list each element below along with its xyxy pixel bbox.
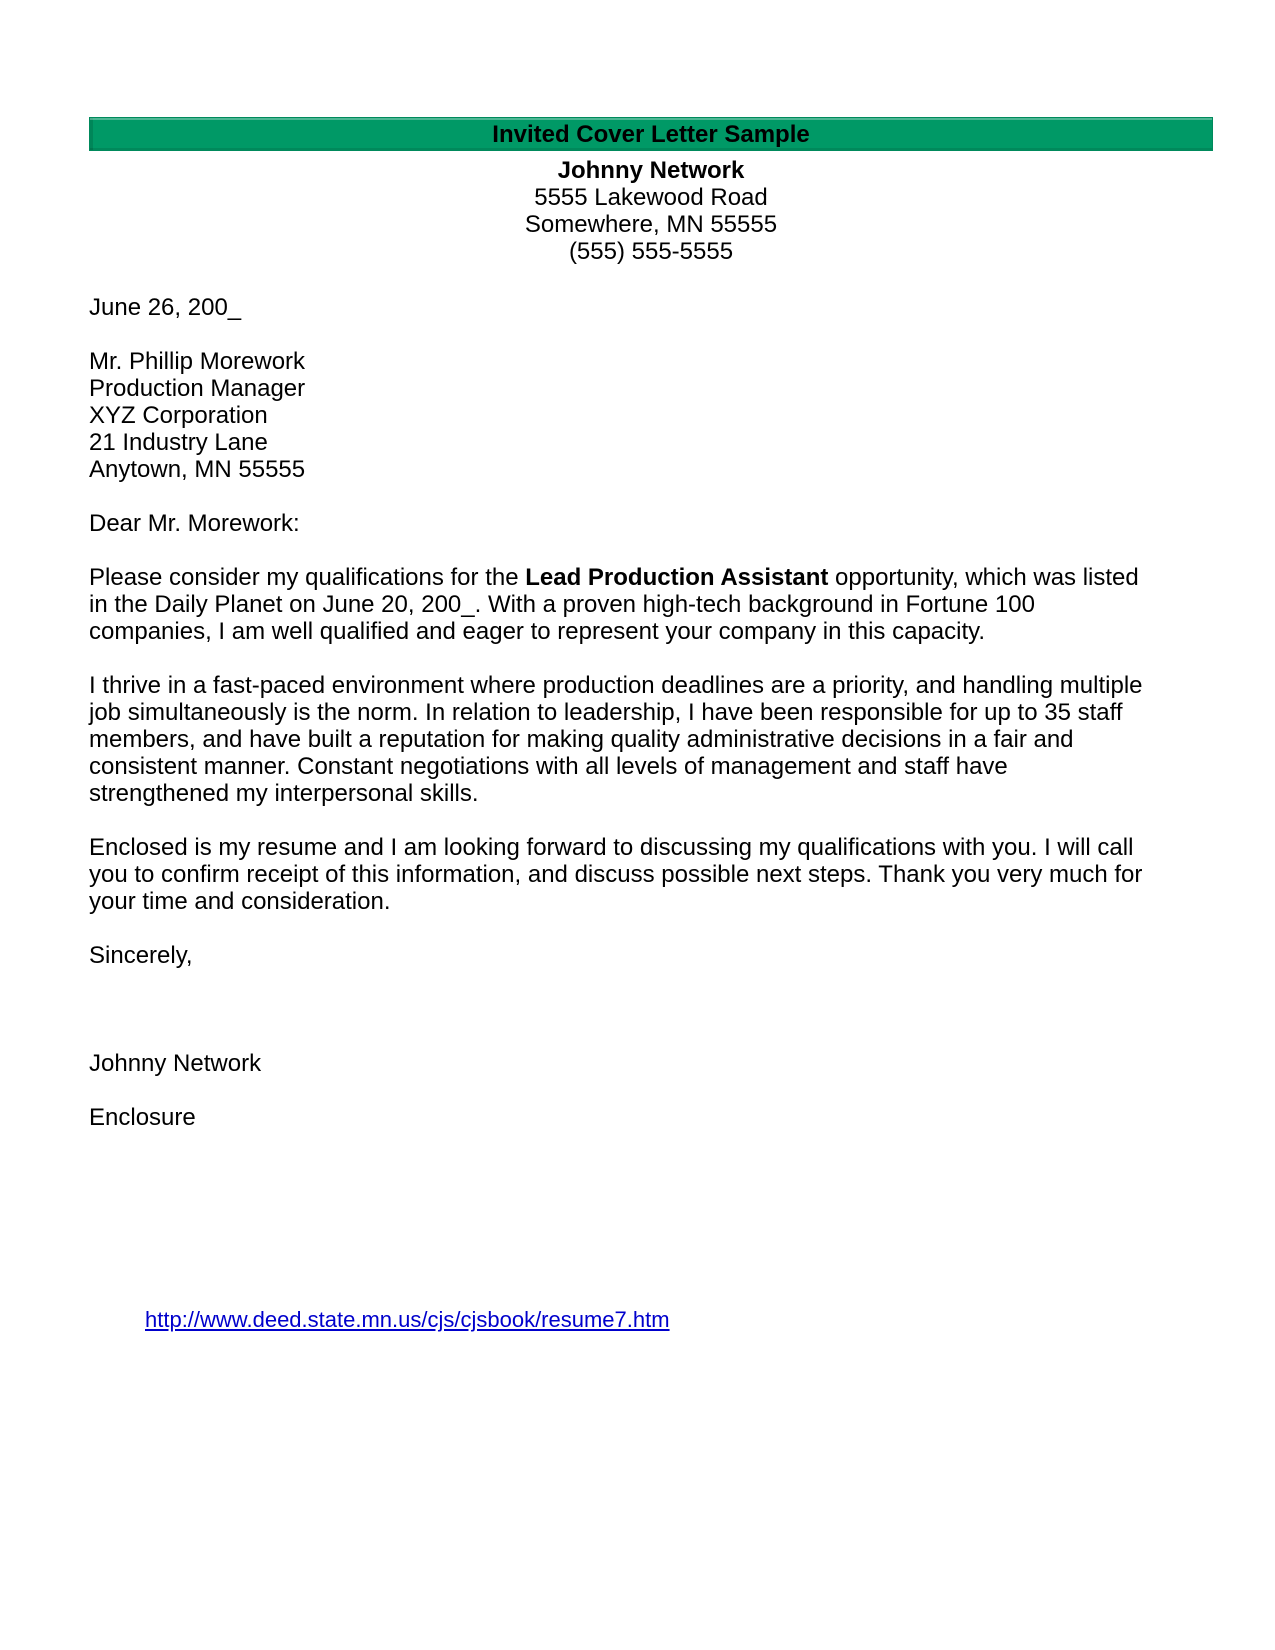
paragraph-1-line-3: companies, I am well qualified and eager to represent your company in this capacity.: [89, 618, 986, 645]
salutation: Dear Mr. Morework:: [89, 510, 300, 537]
sender-phone: (555) 555-5555: [568, 238, 734, 265]
paragraph-2-line-5: strengthened my interpersonal skills.: [89, 780, 479, 807]
paragraph-3-line-3: your time and consideration.: [89, 888, 391, 915]
banner-title: Invited Cover Letter Sample: [492, 120, 810, 148]
recipient-title: Production Manager: [89, 375, 306, 402]
source-link-line: [145, 1306, 1213, 1333]
sender-block: [89, 157, 1213, 265]
date: June 26, 200_: [89, 294, 242, 321]
recipient-company: XYZ Corporation: [89, 402, 268, 429]
source-link[interactable]: http://www.deed.state.mn.us/cjs/cjsbook/resume7.htm: [145, 1307, 670, 1332]
body-paragraph-1: [89, 564, 1213, 645]
paragraph-1-text: Please consider my qualifications for the: [89, 564, 526, 591]
sender-city-state-zip: Somewhere, MN 55555: [524, 211, 778, 238]
paragraph-2-line-3: members, and have built a reputation for making quality administrative decisions in a fair and: [89, 726, 1074, 753]
paragraph-3-line-1: Enclosed is my resume and I am looking forward to discussing my qualifications with you. I will call: [89, 834, 1134, 861]
recipient-block: [89, 348, 1213, 483]
paragraph-3-line-2: you to confirm receipt of this information, and discuss possible next steps. Thank you very much for: [89, 861, 1143, 888]
paragraph-2-line-1: I thrive in a fast-paced environment where production deadlines are a priority, and handling multiple: [89, 672, 1143, 699]
paragraph-1-line-1: [89, 564, 1213, 591]
body-paragraph-3: [89, 834, 1213, 915]
recipient-street: 21 Industry Lane: [89, 429, 268, 456]
signature-name: Johnny Network: [89, 1050, 262, 1077]
job-title-bold: Lead Production Assistant: [525, 564, 829, 591]
banner: [89, 117, 1213, 151]
sender-street: 5555 Lakewood Road: [534, 184, 768, 211]
recipient-name: Mr. Phillip Morework: [89, 348, 306, 375]
body-paragraph-2: [89, 672, 1213, 807]
recipient-city-state-zip: Anytown, MN 55555: [89, 456, 306, 483]
sender-name: Johnny Network: [557, 157, 745, 184]
paragraph-2-line-4: consistent manner. Constant negotiations with all levels of management and staff have: [89, 753, 1008, 780]
enclosure-note: Enclosure: [89, 1104, 196, 1131]
paragraph-1-text-after: opportunity, which was listed: [828, 564, 1139, 591]
paragraph-2-line-2: job simultaneously is the norm. In relation to leadership, I have been responsible for up to 35 staff: [89, 699, 1123, 726]
paragraph-1-line-2: in the Daily Planet on June 20, 200_. With a proven high-tech background in Fortune 100: [89, 591, 1035, 618]
closing: Sincerely,: [89, 942, 193, 969]
